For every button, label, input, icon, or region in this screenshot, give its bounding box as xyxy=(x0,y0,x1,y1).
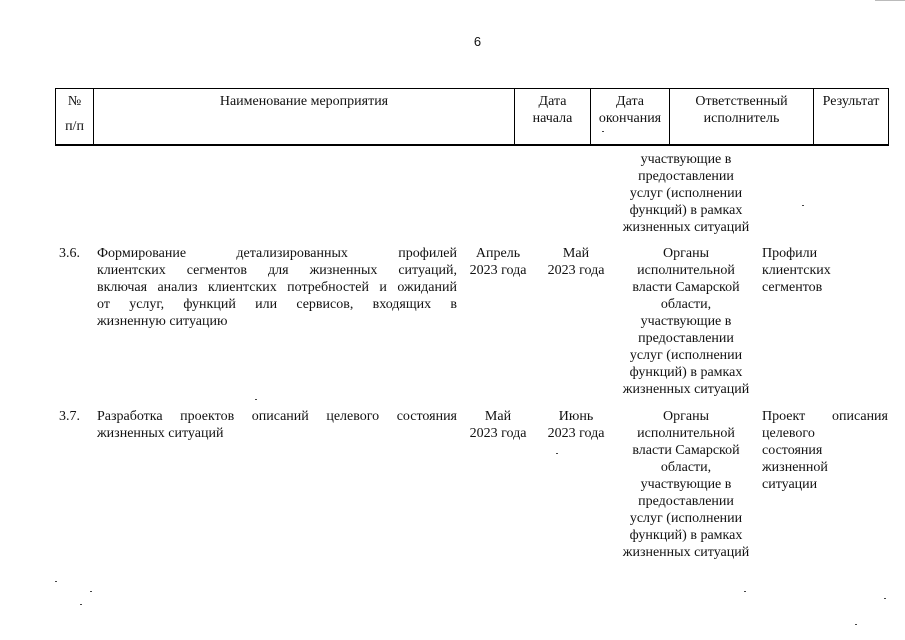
header-num xyxy=(56,89,94,144)
header-num-symbol: № xyxy=(67,94,82,109)
scan-speck xyxy=(55,581,57,582)
header-start-date xyxy=(515,89,591,144)
text-line: участвующие в xyxy=(640,314,732,329)
header-name-label: Наименование мероприятия xyxy=(219,94,389,109)
text-line: услуг (исполнении xyxy=(629,186,743,201)
row-responsible xyxy=(616,245,756,398)
text-line: Профили xyxy=(762,246,818,261)
text-line: исполнительной xyxy=(637,426,735,441)
text-line: предоставлении xyxy=(638,494,734,509)
scan-speck xyxy=(744,591,746,592)
text-line: жизненных ситуаций xyxy=(622,545,750,560)
text-line: предоставлении xyxy=(638,169,734,184)
header-result-label: Результат xyxy=(822,94,880,109)
scan-speck xyxy=(855,624,857,625)
row-name xyxy=(97,245,457,330)
text-line: исполнительной xyxy=(637,263,735,278)
text-line: Органы xyxy=(663,246,709,261)
text-line: клиентских xyxy=(762,263,831,278)
text-line: власти Самарской xyxy=(632,280,740,295)
row-number: 3.6. xyxy=(59,246,80,261)
text-line: 2023 года xyxy=(547,263,605,278)
text-line: участвующие в xyxy=(640,477,732,492)
text-line: состояния xyxy=(762,443,823,458)
header-end-line: окончания xyxy=(598,111,662,126)
text-line: Апрель xyxy=(475,246,521,261)
header-start-line: начала xyxy=(532,111,573,126)
row-end-date xyxy=(538,245,614,279)
header-start-line: Дата xyxy=(538,94,567,109)
text-line: Органы xyxy=(663,409,709,424)
row-result xyxy=(762,408,888,493)
text-line: целевого xyxy=(762,426,815,441)
header-result xyxy=(814,89,888,144)
table-header xyxy=(55,88,889,146)
text-line: жизненных ситуаций xyxy=(622,382,750,397)
header-end-line: Дата xyxy=(616,94,644,109)
text-line: ситуации xyxy=(762,477,818,492)
text-line: 2023 года xyxy=(547,426,605,441)
text-line: власти Самарской xyxy=(632,443,740,458)
row-responsible xyxy=(616,408,756,561)
header-responsible xyxy=(670,89,814,144)
header-end-date xyxy=(591,89,670,144)
text-line: области, xyxy=(660,460,712,475)
text-line: функций) в рамках xyxy=(629,203,743,218)
text-line: Проект описания xyxy=(762,409,888,424)
header-num-sub: п/п xyxy=(65,119,84,134)
text-line: участвующие в xyxy=(640,152,732,167)
text-line: жизненных ситуаций xyxy=(622,220,750,235)
scan-edge-line xyxy=(875,0,905,1)
row-end-date xyxy=(538,408,614,442)
scan-speck xyxy=(80,604,82,605)
scan-speck xyxy=(602,131,604,132)
text-line: жизненной xyxy=(762,460,828,475)
text-line: функций) в рамках xyxy=(629,365,743,380)
text-line: услуг (исполнении xyxy=(629,348,743,363)
text-line: Май xyxy=(484,409,512,424)
text-line: Формирование детализированных профилей xyxy=(97,246,457,261)
text-line: области, xyxy=(660,297,712,312)
continuation-responsible xyxy=(616,151,756,236)
header-responsible-line: исполнитель xyxy=(703,111,780,126)
text-line: от услуг, функций или сервисов, входящих в xyxy=(97,297,457,312)
scan-speck xyxy=(556,453,558,454)
text-line: включая анализ клиентских потребностей и ожиданий xyxy=(97,280,457,295)
text-line: услуг (исполнении xyxy=(629,511,743,526)
text-line: Май xyxy=(562,246,590,261)
scan-speck xyxy=(802,205,804,206)
page-number: 6 xyxy=(473,34,482,49)
text-line: Июнь xyxy=(558,409,594,424)
scan-speck xyxy=(90,591,92,592)
row-start-date xyxy=(462,245,534,279)
scan-speck xyxy=(255,399,257,400)
text-line: сегментов xyxy=(762,280,823,295)
header-name xyxy=(94,89,515,144)
row-number: 3.7. xyxy=(59,409,80,424)
text-line: клиентских сегментов для жизненных ситуаций, xyxy=(97,263,457,278)
header-responsible-line: Ответственный xyxy=(695,94,788,109)
text-line: жизненную ситуацию xyxy=(97,314,228,329)
text-line: предоставлении xyxy=(638,331,734,346)
text-line: жизненных ситуаций xyxy=(97,426,224,441)
row-name xyxy=(97,408,457,442)
scan-speck xyxy=(884,598,886,599)
text-line: 2023 года xyxy=(469,426,527,441)
text-line: 2023 года xyxy=(469,263,527,278)
row-start-date xyxy=(462,408,534,442)
text-line: Разработка проектов описаний целевого состояния xyxy=(97,409,457,424)
row-result xyxy=(762,245,888,296)
text-line: функций) в рамках xyxy=(629,528,743,543)
